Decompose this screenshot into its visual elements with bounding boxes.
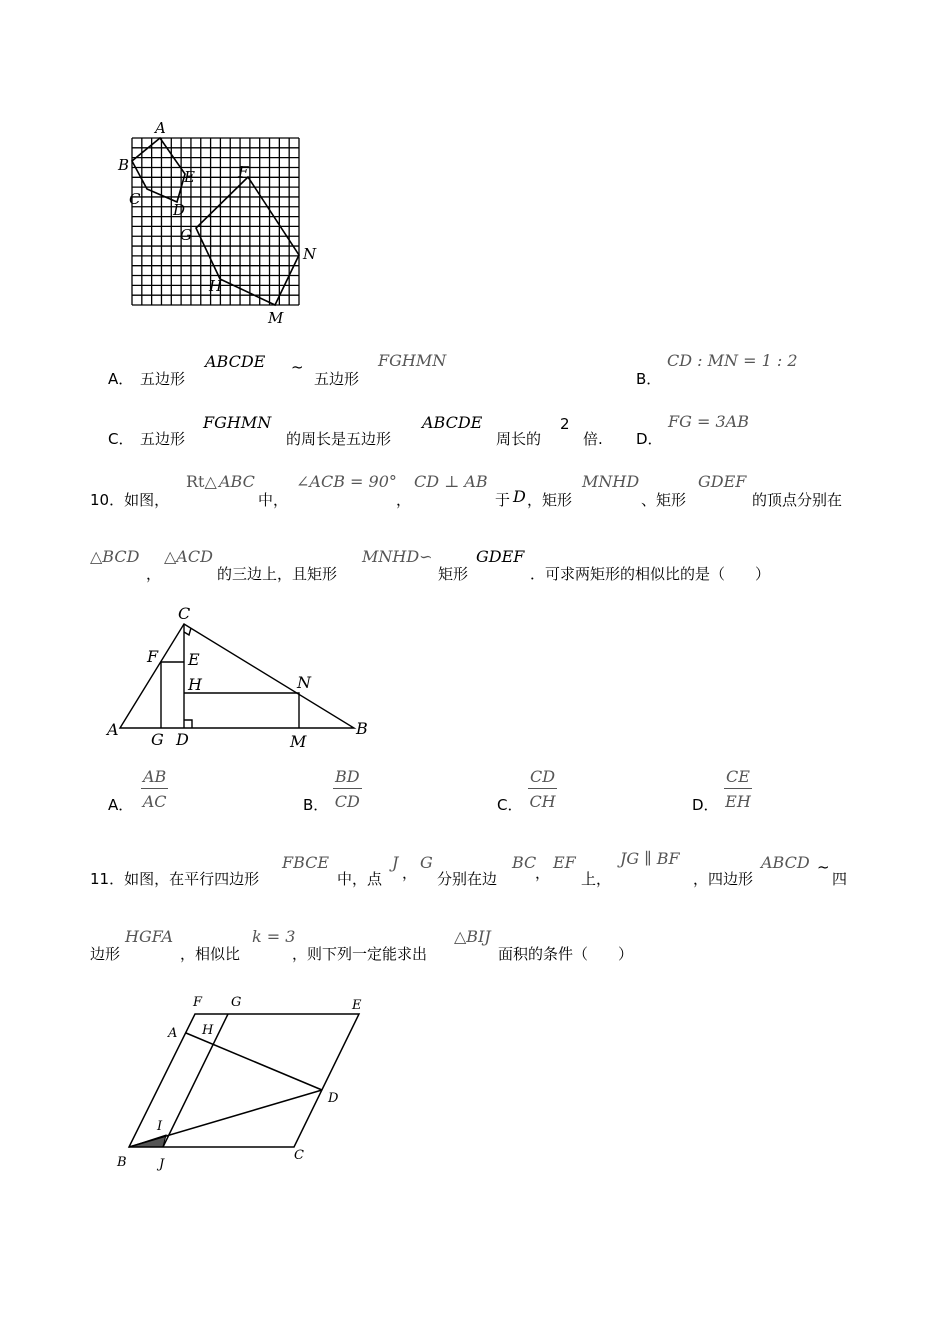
- label-C: C: [129, 190, 141, 208]
- stem-text: 边形: [90, 945, 121, 963]
- math-k: k = 3: [252, 927, 296, 946]
- parallelogram-fbce: [129, 1014, 359, 1147]
- math-fghmn: FGHMN: [203, 413, 272, 432]
- math-fbce: FBCE: [282, 853, 330, 872]
- numerator: CD: [528, 767, 557, 789]
- stem-text: ．可求两矩形的相似比的是（ ）: [530, 565, 771, 583]
- option-text: 五边形: [314, 370, 360, 388]
- option-text: 倍.: [583, 430, 603, 448]
- stem-text: ，矩形: [527, 491, 573, 509]
- stem-text: 的顶点分别在: [752, 491, 843, 509]
- stem-text: ，: [396, 491, 412, 509]
- label-E: E: [188, 650, 200, 669]
- label-F: F: [193, 995, 203, 1010]
- label-G: G: [180, 226, 192, 244]
- stem-text: 上，: [581, 870, 612, 888]
- rect-gdef: [161, 662, 184, 728]
- math-angle-acb: ∠ACB = 90°: [296, 472, 397, 491]
- rt-triangle: Rt△: [186, 472, 217, 491]
- math-abcde: ABCDE: [422, 413, 483, 432]
- fraction-cd-ch: [528, 767, 557, 811]
- fraction-ce-eh: [724, 767, 752, 811]
- segment-ad: [186, 1033, 322, 1090]
- label-F: F: [147, 647, 159, 666]
- label-G: G: [151, 730, 164, 749]
- math-abcde: ABCDE: [205, 352, 266, 371]
- math-j: J: [392, 853, 399, 872]
- label-B: B: [117, 1155, 127, 1170]
- fraction-bd-cd: [333, 767, 362, 811]
- option-text: 周长的: [496, 430, 542, 448]
- math-abc: ABC: [219, 472, 255, 491]
- stem-text: 分别在边: [437, 870, 498, 888]
- math-jg-parallel-bf: JG ∥ BF: [620, 849, 680, 868]
- label-H: H: [202, 1023, 214, 1038]
- stem-text: 中，点: [337, 870, 383, 888]
- stem-text: 中，: [258, 491, 289, 509]
- option-letter: D．: [636, 430, 663, 448]
- math-cd-perp-ab: CD ⊥ AB: [414, 472, 488, 491]
- similar-sign: ~: [817, 858, 830, 876]
- math-abcd: ABCD: [761, 853, 810, 872]
- number-two: 2: [560, 415, 570, 433]
- option-letter: B．: [303, 796, 329, 814]
- denominator: AC: [142, 792, 167, 811]
- denominator: CH: [529, 792, 556, 811]
- option-letter: A．: [108, 370, 134, 388]
- stem-text: 、矩形: [641, 491, 687, 509]
- label-A: A: [168, 1026, 178, 1041]
- label-E: E: [352, 998, 362, 1013]
- denominator: EH: [725, 792, 751, 811]
- label-H: H: [188, 675, 202, 694]
- math-triangle-bij: △BIJ: [454, 927, 491, 946]
- option-letter: C．: [108, 430, 134, 448]
- stem-text: ，: [535, 864, 551, 882]
- rect-mnhd: [184, 693, 299, 728]
- figure-q11-parallelogram: [110, 990, 380, 1175]
- question-number: 11．如图，在平行四边形: [90, 870, 260, 888]
- option-letter: D．: [692, 796, 719, 814]
- stem-text: 四: [832, 870, 848, 888]
- numerator: BD: [333, 767, 362, 789]
- stem-text: ，: [402, 864, 418, 882]
- label-I: I: [157, 1119, 163, 1134]
- label-J: J: [159, 1157, 165, 1172]
- stem-text: 面积的条件（ ）: [498, 945, 634, 963]
- math-hgfa: HGFA: [125, 927, 173, 946]
- math-fghmn: FGHMN: [378, 351, 447, 370]
- stem-text: 矩形: [438, 565, 469, 583]
- label-B: B: [356, 719, 368, 738]
- right-angle-c: [184, 628, 191, 635]
- stem-text: 的三边上，且矩形: [217, 565, 338, 583]
- stem-text: ，则下列一定能求出: [292, 945, 428, 963]
- math-triangle-acd: △ACD: [164, 547, 213, 566]
- math-fg-eq: FG = 3AB: [668, 412, 749, 431]
- label-A: A: [107, 720, 119, 739]
- math-gdef: GDEF: [476, 547, 525, 566]
- label-D: D: [176, 730, 189, 749]
- option-letter: B．: [636, 370, 662, 388]
- option-letter: C．: [497, 796, 523, 814]
- math-triangle-bcd: △BCD: [90, 547, 140, 566]
- math-mnhd: MNHD: [582, 472, 640, 491]
- math-bc: BC: [512, 853, 537, 872]
- label-N: N: [297, 673, 311, 692]
- math-mnhd-sim: MNHD∽: [362, 547, 433, 566]
- option-text: 五边形: [140, 430, 186, 448]
- option-letter: A．: [108, 796, 134, 814]
- label-N: N: [303, 245, 317, 263]
- math-ratio: CD : MN = 1 : 2: [667, 351, 798, 370]
- figure-q10-triangle: [100, 600, 380, 755]
- right-angle-d: [184, 720, 192, 728]
- stem-text: ，相似比: [180, 945, 241, 963]
- stem-text: 于: [495, 491, 511, 509]
- math-ef: EF: [553, 853, 576, 872]
- denominator: CD: [334, 792, 360, 811]
- label-H: H: [209, 277, 223, 295]
- label-C: C: [178, 604, 191, 623]
- triangle-abc: [120, 624, 354, 728]
- stem-text: ，: [146, 565, 162, 583]
- fraction-ab-ac: [141, 767, 168, 811]
- stem-text: ，四边形: [693, 870, 754, 888]
- label-A: A: [155, 119, 166, 137]
- math-gdef: GDEF: [698, 472, 747, 491]
- numerator: CE: [724, 767, 752, 789]
- similar-sign: ~: [291, 358, 304, 376]
- math-d: D: [513, 487, 526, 506]
- label-B: B: [118, 156, 130, 174]
- label-C: C: [294, 1148, 304, 1163]
- label-F: F: [238, 163, 249, 181]
- label-E: E: [184, 168, 195, 186]
- option-text: 五边形: [140, 370, 186, 388]
- label-G: G: [231, 995, 242, 1010]
- label-D: D: [328, 1091, 339, 1106]
- label-M: M: [290, 732, 307, 751]
- figure-q9-grid: [100, 110, 330, 335]
- math-g: G: [420, 853, 433, 872]
- label-D: D: [173, 201, 186, 219]
- numerator: AB: [141, 767, 168, 789]
- question-number: 10．如图，: [90, 491, 170, 509]
- option-text: 的周长是五边形: [286, 430, 392, 448]
- label-M: M: [268, 309, 284, 327]
